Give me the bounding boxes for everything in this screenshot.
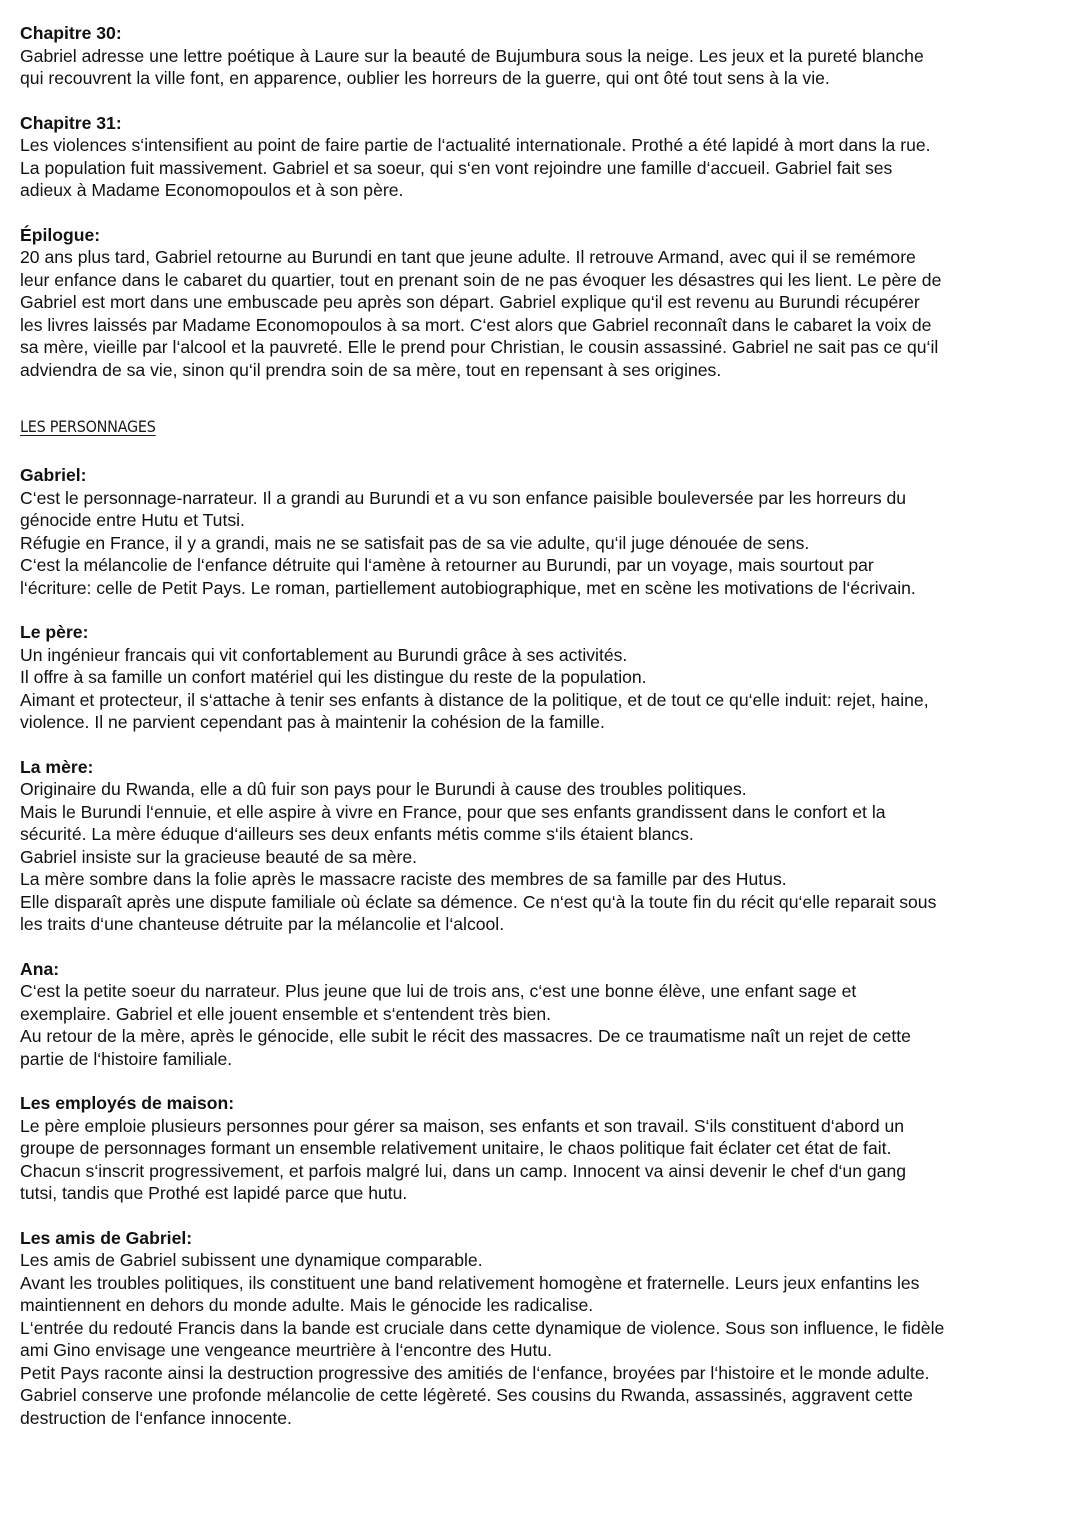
- text-line: Réfugie en France, il y a grandi, mais ne se satisfait pas de sa vie adulte, qu‘il juge dénouée de sens.: [20, 532, 810, 553]
- text-line: Au retour de la mère, après le génocide, elle subit le récit des massacres. De ce traumatisme naît un rejet de cette: [20, 1026, 911, 1046]
- text-line: C‘est le personnage-narrateur. Il a grandi au Burundi et a vu son enfance paisible bouleversée par les horreurs du: [20, 487, 907, 508]
- character-mere: [20, 756, 1065, 936]
- chapter-heading: Épilogue:: [20, 224, 101, 245]
- chapter-30: [20, 22, 1065, 90]
- text-line: l‘écriture: celle de Petit Pays. Le roman, partiellement autobiographique, met en scène les motivations de l‘écrivain.: [20, 577, 916, 598]
- character-heading: Ana:: [20, 958, 60, 979]
- text-line: Originaire du Rwanda, elle a dû fuir son pays pour le Burundi à cause des troubles politiques.: [20, 779, 747, 799]
- text-line: L‘entrée du redouté Francis dans la bande est cruciale dans cette dynamique de violence. Sous son influence, le fidèle: [20, 1317, 945, 1338]
- text-line: C‘est la petite soeur du narrateur. Plus jeune que lui de trois ans, c‘est une bonne élève, une enfant sage et: [20, 981, 857, 1001]
- character-amis: [20, 1227, 1065, 1430]
- text-line: Gabriel insiste sur la gracieuse beauté de sa mère.: [20, 846, 418, 867]
- text-line: ami Gino envisage une vengeance meurtrière à l‘encontre des Hutu.: [20, 1340, 553, 1360]
- character-heading: Les amis de Gabriel:: [20, 1227, 193, 1248]
- text-line: adieux à Madame Economopoulos et à son père.: [20, 180, 404, 200]
- text-line: destruction de l‘enfance innocente.: [20, 1407, 292, 1428]
- text-line: leur enfance dans le cabaret du quartier, tout en prenant soin de ne pas évoquer les désastres qui les lient. Le père de: [20, 269, 942, 290]
- character-heading: Gabriel:: [20, 465, 87, 485]
- text-line: sa mère, vieille par l‘alcool et la pauvreté. Elle le prend pour Christian, le cousin assassiné. Gabriel ne sait pas ce qu‘il: [20, 337, 939, 357]
- text-line: Petit Pays raconte ainsi la destruction progressive des amitiés de l‘enfance, broyées par l‘histoire et le monde adulte.: [20, 1362, 930, 1383]
- chapter-heading: Chapitre 31:: [20, 112, 122, 133]
- text-line: les livres laissés par Madame Economopoulos à sa mort. C‘est alors que Gabriel reconnaît dans le cabaret la voix de: [20, 314, 932, 335]
- text-line: Chacun s‘inscrit progressivement, et parfois malgré lui, dans un camp. Innocent va ainsi devenir le chef d‘un gang: [20, 1160, 907, 1181]
- text-line: maintiennent en dehors du monde adulte. Mais le génocide les radicalise.: [20, 1295, 594, 1315]
- character-pere: [20, 621, 1065, 734]
- epilogue: [20, 224, 1065, 382]
- text-line: Il offre à sa famille un confort matériel qui les distingue du reste de la population.: [20, 667, 647, 687]
- text-line: adviendra de sa vie, sinon qu‘il prendra soin de sa mère, tout en repensant à ses origines.: [20, 359, 722, 380]
- text-line: Gabriel est mort dans une embuscade peu après son départ. Gabriel explique qu‘il est revenu au Burundi récupérer: [20, 292, 920, 312]
- character-heading: La mère:: [20, 756, 94, 777]
- document-page: [20, 22, 1065, 1429]
- text-line: Les amis de Gabriel subissent une dynamique comparable.: [20, 1250, 483, 1270]
- text-line: violence. Il ne parvient cependant pas à maintenir la cohésion de la famille.: [20, 712, 605, 732]
- character-ana: [20, 958, 1065, 1071]
- text-line: génocide entre Hutu et Tutsi.: [20, 510, 245, 530]
- text-line: Aimant et protecteur, il s‘attache à tenir ses enfants à distance de la politique, et de tout ce qu‘elle induit: rejet, haine,: [20, 689, 929, 710]
- text-line: Le père emploie plusieurs personnes pour gérer sa maison, ses enfants et son travail. S‘ils constituent d‘abord un: [20, 1115, 905, 1136]
- text-line: Les violences s‘intensifient au point de faire partie de l‘actualité internationale. Prothé a été lapidé à mort dans la rue.: [20, 135, 931, 155]
- text-line: Gabriel conserve une profonde mélancolie de cette légèreté. Ses cousins du Rwanda, assassinés, aggravent cette: [20, 1385, 913, 1405]
- text-line: Gabriel adresse une lettre poétique à Laure sur la beauté de Bujumbura sous la neige. Les jeux et la pureté blanche: [20, 45, 924, 66]
- chapter-heading: Chapitre 30:: [20, 23, 122, 43]
- text-line: 20 ans plus tard, Gabriel retourne au Burundi en tant que jeune adulte. Il retrouve Armand, avec qui il se remémore: [20, 247, 916, 267]
- text-line: exemplaire. Gabriel et elle jouent ensemble et s‘entendent très bien.: [20, 1003, 552, 1024]
- text-line: Avant les troubles politiques, ils constituent une band relativement homogène et fraternelle. Leurs jeux enfantins les: [20, 1272, 920, 1293]
- section-title: LES PERSONNAGES: [20, 417, 156, 436]
- text-line: Mais le Burundi l‘ennuie, et elle aspire à vivre en France, pour que ses enfants grandissent dans le confort et la: [20, 801, 886, 822]
- text-line: partie de l‘histoire familiale.: [20, 1048, 233, 1069]
- character-heading: Le père:: [20, 622, 89, 642]
- text-line: groupe de personnages formant un ensemble relativement unitaire, le chaos politique fait éclater cet état de fait.: [20, 1138, 892, 1158]
- text-line: sécurité. La mère éduque d‘ailleurs ses deux enfants métis comme s‘ils étaient blancs.: [20, 824, 694, 844]
- text-line: La mère sombre dans la folie après le massacre raciste des membres de sa famille par des Hutus.: [20, 869, 787, 889]
- character-heading: Les employés de maison:: [20, 1093, 235, 1113]
- text-line: qui recouvrent la ville font, en apparence, oublier les horreurs de la guerre, qui ont ôté tout sens à la vie.: [20, 68, 830, 88]
- text-line: tutsi, tandis que Prothé est lapidé parce que hutu.: [20, 1183, 408, 1203]
- chapter-31: [20, 112, 1065, 202]
- text-line: Un ingénieur francais qui vit confortablement au Burundi grâce à ses activités.: [20, 644, 628, 665]
- text-line: La population fuit massivement. Gabriel et sa soeur, qui s‘en vont rejoindre une famille d‘accueil. Gabriel fait ses: [20, 157, 893, 178]
- character-gabriel: [20, 464, 1065, 599]
- text-line: Elle disparaît après une dispute familiale où éclate sa démence. Ce n‘est qu‘à la toute fin du récit qu‘elle reparait sous: [20, 891, 937, 912]
- text-line: les traits d‘une chanteuse détruite par la mélancolie et l‘alcool.: [20, 914, 505, 934]
- character-employes: [20, 1092, 1065, 1205]
- text-line: C‘est la mélancolie de l‘enfance détruite qui l‘amène à retourner au Burundi, par un voyage, mais sourtout par: [20, 555, 874, 575]
